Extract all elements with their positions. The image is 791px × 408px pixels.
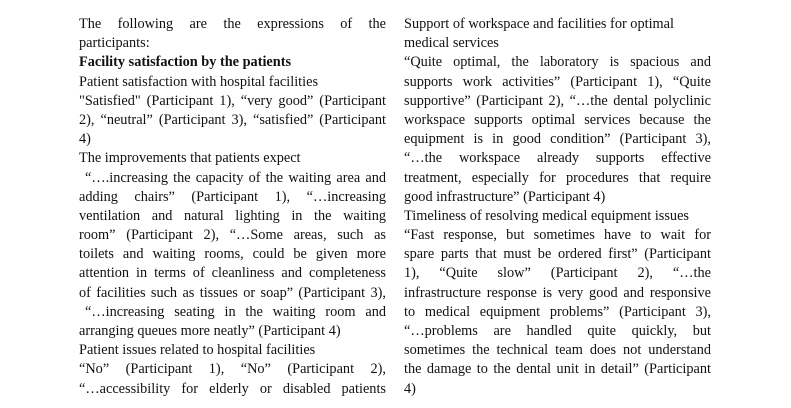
text-line: “…the workspace already supports effective	[404, 150, 711, 167]
text-line: the damage to the dental unit in detail” (Participant	[404, 361, 711, 378]
text-line: 1), “Quite slow” (Participant 2), “…the	[404, 265, 711, 282]
text-line: medical services	[404, 35, 499, 52]
text-line: “Fast response, but sometimes have to wait for	[404, 227, 711, 244]
text-line: supports work activities” (Participant 1), “Quite	[404, 73, 711, 90]
text-line: supportive” (Participant 2), “…the dental polyclinic	[404, 92, 711, 109]
text-line: Timeliness of resolving medical equipment issues	[404, 207, 689, 224]
text-line: equipment is in good condition” (Participant 3),	[404, 131, 711, 148]
text-line: “Quite optimal, the laboratory is spacious and	[404, 54, 711, 71]
text-line: infrastructure response is very good and responsive	[404, 284, 711, 301]
text-line: "Satisfied" (Participant 1), “very good” (Participant	[79, 92, 386, 109]
text-line: workspace supports optimal services because the	[404, 111, 711, 128]
section-heading: Facility satisfaction by the patients	[79, 54, 292, 71]
text-line: “No” (Participant 1), “No” (Participant 2),	[79, 361, 386, 378]
text-line: toilets and waiting rooms, could be given more	[79, 246, 386, 263]
text-line: Patient issues related to hospital facilities	[79, 342, 316, 359]
text-line: good infrastructure” (Participant 4)	[404, 188, 606, 205]
text-line: Support of workspace and facilities for optimal	[404, 16, 674, 32]
text-line: treatment, especially for procedures that require	[404, 169, 711, 186]
text-line: of facilities such as tissues or soap” (Participant 3),	[79, 284, 386, 301]
text-line: adding chairs” (Participant 1), “…increasing	[79, 188, 386, 205]
text-line: 4)	[79, 131, 91, 148]
text-line: arranging queues more neatly” (Participant 4)	[79, 323, 341, 339]
left-text-column	[79, 15, 386, 399]
text-line: sometimes the technical team does not understand	[404, 342, 711, 359]
text-line: to medical equipment problems” (Participant 3),	[404, 303, 711, 320]
text-line: The improvements that patients expect	[79, 150, 301, 167]
text-line: “…increasing seating in the waiting room and	[85, 303, 386, 320]
text-line: room” (Participant 2), “…Some areas, such as	[79, 227, 386, 244]
text-line: “…accessibility for elderly or disabled patients	[79, 380, 386, 397]
text-line: “…problems are handled quite quickly, but	[404, 323, 711, 339]
text-line: attention in terms of cleanliness and completeness	[79, 265, 386, 282]
right-text-column	[404, 15, 711, 399]
text-line: Patient satisfaction with hospital facilities	[79, 73, 319, 90]
text-line: The following are the expressions of the	[79, 16, 386, 32]
text-line: ventilation and natural lighting in the waiting	[79, 207, 386, 224]
text-line: “….increasing the capacity of the waiting area and	[85, 169, 386, 186]
text-line: 2), “neutral” (Participant 3), “satisfied” (Participant	[79, 111, 386, 128]
text-line: 4)	[404, 380, 416, 397]
text-line: participants:	[79, 35, 150, 52]
text-line: spare parts that must be ordered first” (Participant	[404, 246, 711, 263]
